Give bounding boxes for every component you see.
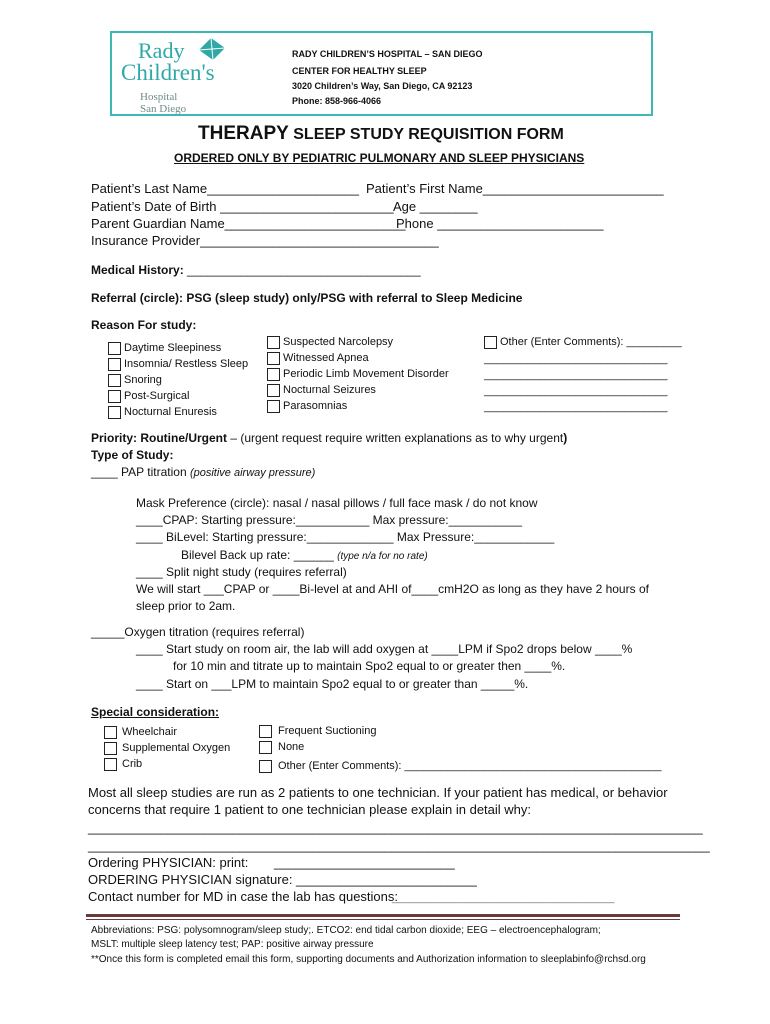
will-start[interactable]: We will start ___CPAP or ____Bi-level at and AHI of____cmH2O as long as they have 2 hours of: [136, 582, 649, 596]
physician-print-line[interactable]: _________________________: [274, 855, 455, 870]
type-of-study-label: Type of Study:: [91, 448, 174, 462]
option-insomnia: Insomnia/ Restless Sleep: [124, 358, 249, 370]
abbreviations-1: Abbreviations: PSG: polysomnogram/sleep study;. ETCO2: end tidal carbon dioxide; EEG – electroencephalogram;: [91, 925, 601, 936]
checkbox-reason-other[interactable]: [484, 336, 497, 349]
medical-history-label: Medical History:: [91, 263, 184, 277]
header-hospital: RADY CHILDREN’S HOSPITAL – SAN DIEGO: [292, 49, 483, 59]
option-suspected-narcolepsy: Suspected Narcolepsy: [283, 336, 394, 348]
checkbox-nocturnal-enuresis[interactable]: [108, 406, 121, 419]
logo-line-2: Children's: [121, 60, 215, 85]
header-phone: Phone: 858-966-4066: [292, 96, 382, 106]
patient-age[interactable]: Age ________: [393, 199, 478, 214]
referral[interactable]: Referral (circle): PSG (sleep study) only/PSG with referral to Sleep Medicine: [91, 291, 523, 305]
checkbox-wheelchair[interactable]: [104, 726, 117, 739]
guardian-phone[interactable]: Phone _______________________: [396, 216, 604, 231]
option-special-other[interactable]: Other (Enter Comments): __________________________________________: [278, 760, 662, 772]
option-nocturnal-seizures: Nocturnal Seizures: [283, 384, 376, 396]
physician-signature[interactable]: ORDERING PHYSICIAN signature: _________________________: [88, 872, 477, 887]
footer-rule-thin: [86, 919, 680, 920]
checkbox-witnessed-apnea[interactable]: [267, 352, 280, 365]
header-address: 3020 Children’s Way, San Diego, CA 92123: [292, 81, 473, 91]
bilevel-pressure[interactable]: ____ BiLevel: Starting pressure:_____________ Max Pressure:____________: [136, 530, 555, 544]
option-nocturnal-enuresis: Nocturnal Enuresis: [124, 406, 217, 418]
patient-dob[interactable]: Patient’s Date of Birth ________________________: [91, 199, 394, 214]
oxygen-line-1[interactable]: ____ Start study on room air, the lab will add oxygen at ____LPM if Spo2 drops below ____%: [136, 642, 633, 656]
pap-prefix: ____ PAP titration: [91, 465, 190, 479]
reason-comment-line-1[interactable]: ______________________________: [484, 353, 668, 365]
staffing-note-2: concerns that require 1 patient to one technician please explain in detail why:: [88, 802, 532, 817]
checkbox-suspected-narcolepsy[interactable]: [267, 336, 280, 349]
priority-close: ): [563, 431, 568, 445]
checkbox-crib[interactable]: [104, 758, 117, 771]
checkbox-snoring[interactable]: [108, 374, 121, 387]
option-supplemental-oxygen: Supplemental Oxygen: [122, 742, 231, 754]
header-center: CENTER FOR HEALTHY SLEEP: [292, 66, 427, 76]
oxygen-line-2[interactable]: for 10 min and titrate up to maintain Spo2 equal to or greater then ____%.: [173, 659, 566, 673]
checkbox-parasomnias[interactable]: [267, 400, 280, 413]
priority[interactable]: [91, 431, 567, 445]
option-wheelchair: Wheelchair: [122, 726, 178, 738]
checkbox-plmd[interactable]: [267, 368, 280, 381]
backup-text: Bilevel Back up rate: ______: [181, 548, 338, 562]
reason-comment-line-3[interactable]: ______________________________: [484, 385, 668, 397]
special-label: Special consideration:: [91, 705, 220, 719]
title-bold: THERAPY: [198, 123, 289, 144]
option-witnessed-apnea: Witnessed Apnea: [283, 352, 369, 364]
contact-number-label: Contact number for MD in case the lab has questions:: [88, 889, 398, 904]
medical-history-line: ___________________________________: [187, 263, 421, 277]
abbreviations-2: MSLT: multiple sleep latency test; PAP: positive airway pressure: [91, 939, 374, 950]
guardian-name[interactable]: Parent Guardian Name_________________________: [91, 216, 406, 231]
email-instructions: **Once this form is completed email this form, supporting documents and Authorization information to sleeplabinfo@rchsd.org: [91, 954, 646, 965]
explain-line-1[interactable]: _____________________________________________________________________________________: [88, 820, 703, 835]
subtitle: ORDERED ONLY BY PEDIATRIC PULMONARY AND SLEEP PHYSICIANS: [174, 151, 585, 165]
option-snoring: Snoring: [124, 374, 162, 386]
title-rest: SLEEP STUDY REQUISITION FORM: [293, 126, 564, 143]
option-parasomnias: Parasomnias: [283, 400, 348, 412]
contact-number-line[interactable]: ________________________________________: [392, 893, 615, 904]
logo-line-3: Hospital: [140, 91, 178, 103]
pap-titration[interactable]: [91, 465, 315, 479]
explain-line-2[interactable]: ______________________________________________________________________________________: [88, 838, 710, 853]
sleep-prior: sleep prior to 2am.: [136, 599, 236, 613]
physician-print-label: Ordering PHYSICIAN: print:: [88, 855, 249, 870]
bilevel-backup-rate[interactable]: [181, 548, 428, 562]
oxygen-line-3[interactable]: ____ Start on ___LPM to maintain Spo2 equal to or greater than _____%.: [136, 677, 529, 691]
checkbox-post-surgical[interactable]: [108, 390, 121, 403]
reason-comment-line-4[interactable]: ______________________________: [484, 401, 668, 413]
checkbox-special-other[interactable]: [259, 760, 272, 773]
logo-line-1: Rady: [138, 38, 185, 63]
medical-history[interactable]: [91, 263, 421, 277]
pap-note: (positive airway pressure): [189, 467, 316, 479]
priority-label: Priority: Routine/Urgent: [91, 431, 228, 445]
footer-rule-thick: [86, 914, 680, 917]
logo-line-4: San Diego: [140, 103, 187, 115]
option-crib: Crib: [122, 758, 143, 770]
patient-first-name[interactable]: Patient’s First Name_________________________: [366, 181, 664, 196]
staffing-note-1: Most all sleep studies are run as 2 patients to one technician. If your patient has medical, or behavior: [88, 785, 668, 800]
option-none: None: [278, 741, 305, 753]
option-plmd: Periodic Limb Movement Disorder: [283, 368, 449, 380]
oxygen-titration[interactable]: _____Oxygen titration (requires referral): [91, 625, 305, 639]
option-post-surgical: Post-Surgical: [124, 390, 190, 402]
split-night-study[interactable]: ____ Split night study (requires referral): [136, 565, 347, 579]
option-daytime-sleepiness: Daytime Sleepiness: [124, 342, 222, 354]
checkbox-daytime-sleepiness[interactable]: [108, 342, 121, 355]
option-reason-other[interactable]: Other (Enter Comments): _________: [500, 336, 682, 348]
reason-comment-line-2[interactable]: ______________________________: [484, 369, 668, 381]
reason-label: Reason For study:: [91, 318, 197, 332]
checkbox-insomnia[interactable]: [108, 358, 121, 371]
checkbox-supplemental-oxygen[interactable]: [104, 742, 117, 755]
insurance-provider[interactable]: Insurance Provider_________________________________: [91, 233, 439, 248]
checkbox-none[interactable]: [259, 741, 272, 754]
checkbox-frequent-suctioning[interactable]: [259, 725, 272, 738]
page-title: [198, 123, 564, 145]
checkbox-nocturnal-seizures[interactable]: [267, 384, 280, 397]
option-frequent-suctioning: Frequent Suctioning: [278, 725, 377, 737]
patient-last-name[interactable]: Patient’s Last Name_____________________: [91, 181, 359, 196]
priority-note: – (urgent request require written explanations as to why urgent: [227, 431, 564, 445]
mask-preference[interactable]: Mask Preference (circle): nasal / nasal pillows / full face mask / do not know: [136, 496, 538, 510]
backup-note: (type n/a for no rate): [337, 551, 428, 562]
cpap-pressure[interactable]: ____CPAP: Starting pressure:___________ Max pressure:___________: [136, 513, 523, 527]
